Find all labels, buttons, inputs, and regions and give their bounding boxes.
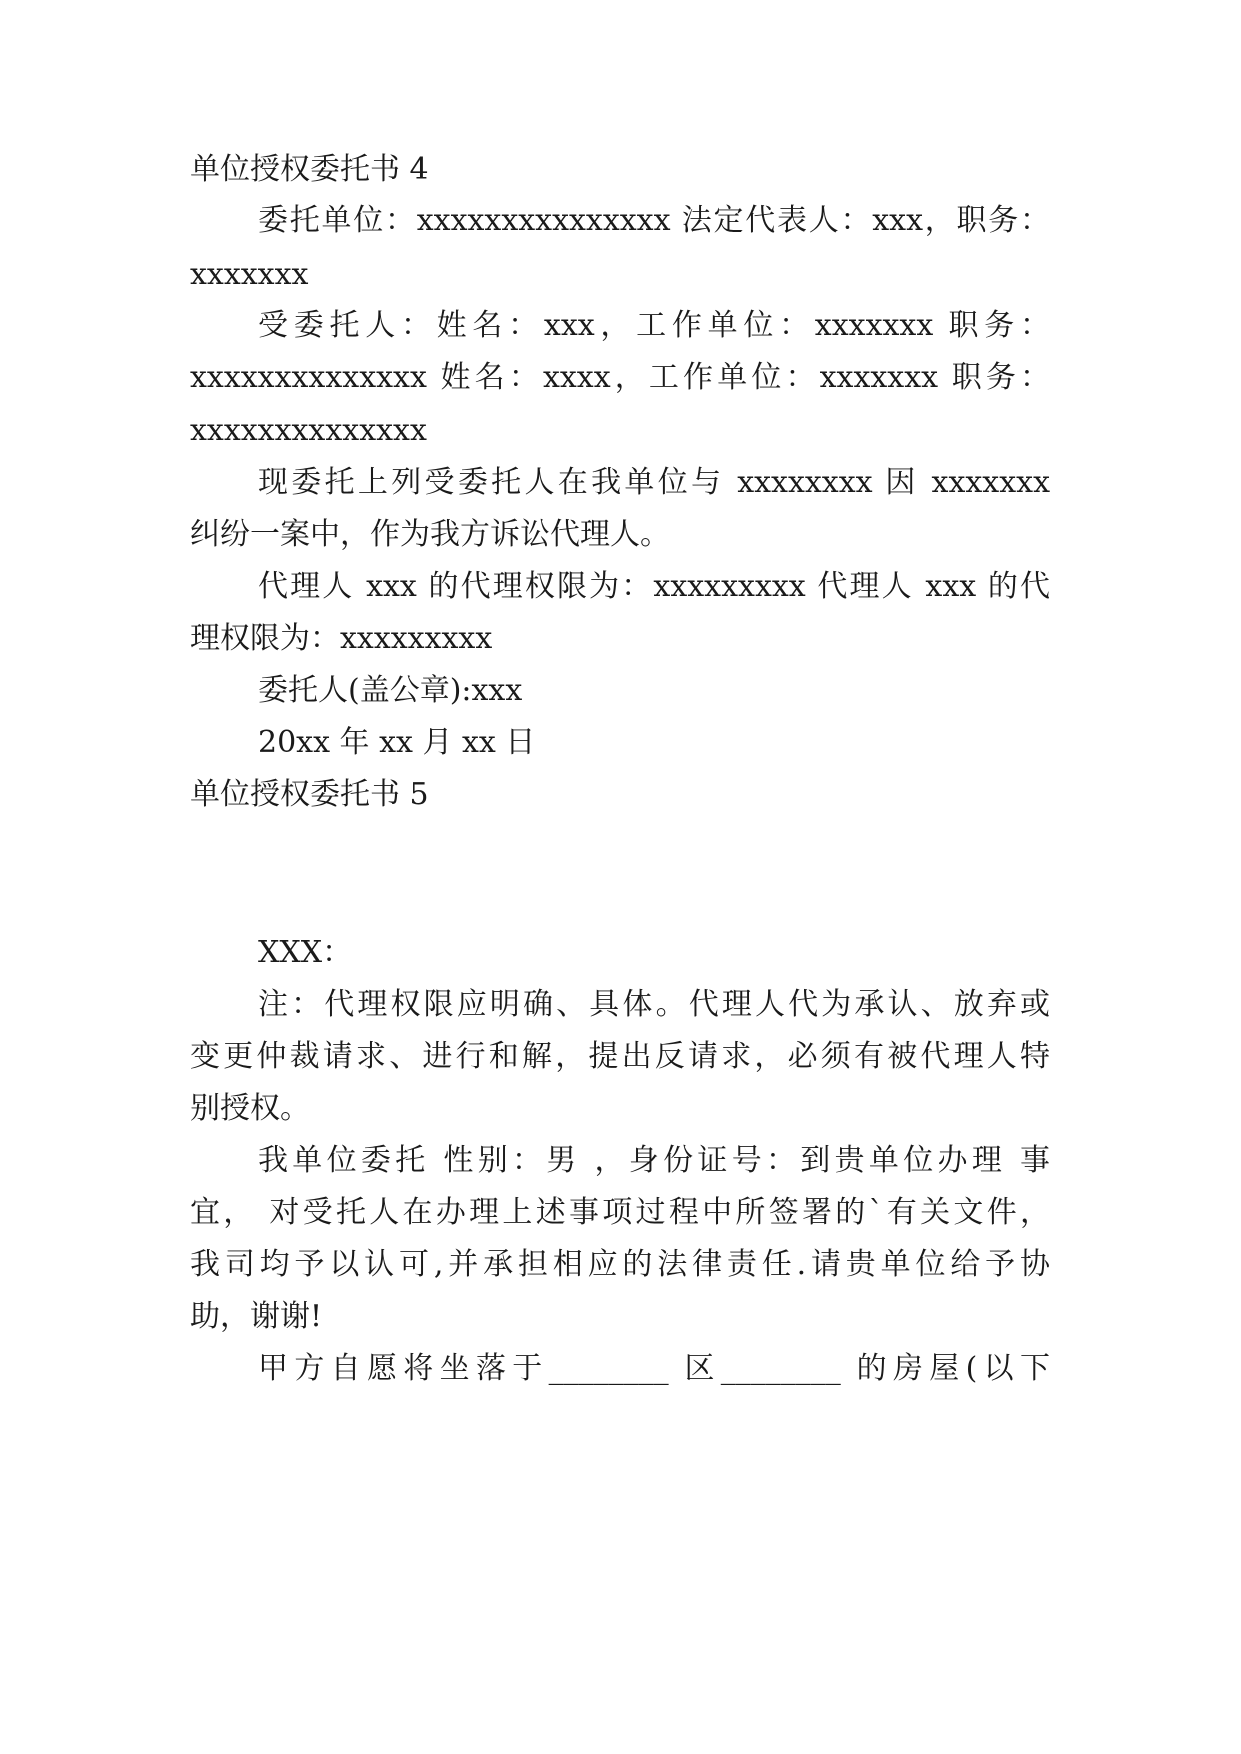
case-line-1: 现委托上列受委托人在我单位与 xxxxxxxx 因 xxxxxxx — [258, 465, 1050, 500]
signature-line: 委托人(盖公章):xxx — [258, 673, 523, 708]
note-line-2: 变更仲裁请求、进行和解，提出反请求，必须有被代理人特 — [190, 1039, 1050, 1074]
principal-line-1: 委托单位：xxxxxxxxxxxxxxx 法定代表人：xxx，职务： — [258, 203, 1050, 238]
agent-line-2: xxxxxxxxxxxxxx 姓名：xxxx，工作单位：xxxxxxx 职务： — [190, 360, 1050, 395]
date-line: 20xx 年 xx 月 xx 日 — [258, 725, 536, 760]
salutation: XXX： — [258, 935, 353, 970]
agent-line-3: xxxxxxxxxxxxxx — [190, 413, 427, 448]
entrust-line-4: 助，谢谢! — [190, 1299, 323, 1334]
section-4-heading: 单位授权委托书 4 — [190, 152, 429, 187]
section-5-heading: 单位授权委托书 5 — [190, 777, 429, 812]
entrust-line-3: 我司均予以认可,并承担相应的法律责任.请贵单位给予协 — [190, 1247, 1050, 1282]
principal-line-2: xxxxxxx — [190, 257, 309, 292]
entrust-line-1: 我单位委托 性别：男 ，身份证号：到贵单位办理 事 — [258, 1143, 1050, 1178]
agent-line-1: 受委托人：姓名：xxx，工作单位：xxxxxxx 职务： — [258, 308, 1050, 343]
entrust-line-2: 宜， 对受托人在办理上述事项过程中所签署的`有关文件， — [190, 1195, 1050, 1230]
scope-line-2: 理权限为：xxxxxxxxx — [190, 621, 493, 656]
note-line-1: 注：代理权限应明确、具体。代理人代为承认、放弃或 — [258, 987, 1050, 1022]
property-line-1: 甲方自愿将坐落于________ 区________ 的房屋(以下 — [258, 1351, 1050, 1386]
scope-line-1: 代理人 xxx 的代理权限为：xxxxxxxxx 代理人 xxx 的代 — [258, 569, 1050, 604]
note-line-3: 别授权。 — [190, 1091, 310, 1126]
case-line-2: 纠纷一案中，作为我方诉讼代理人。 — [190, 517, 670, 552]
